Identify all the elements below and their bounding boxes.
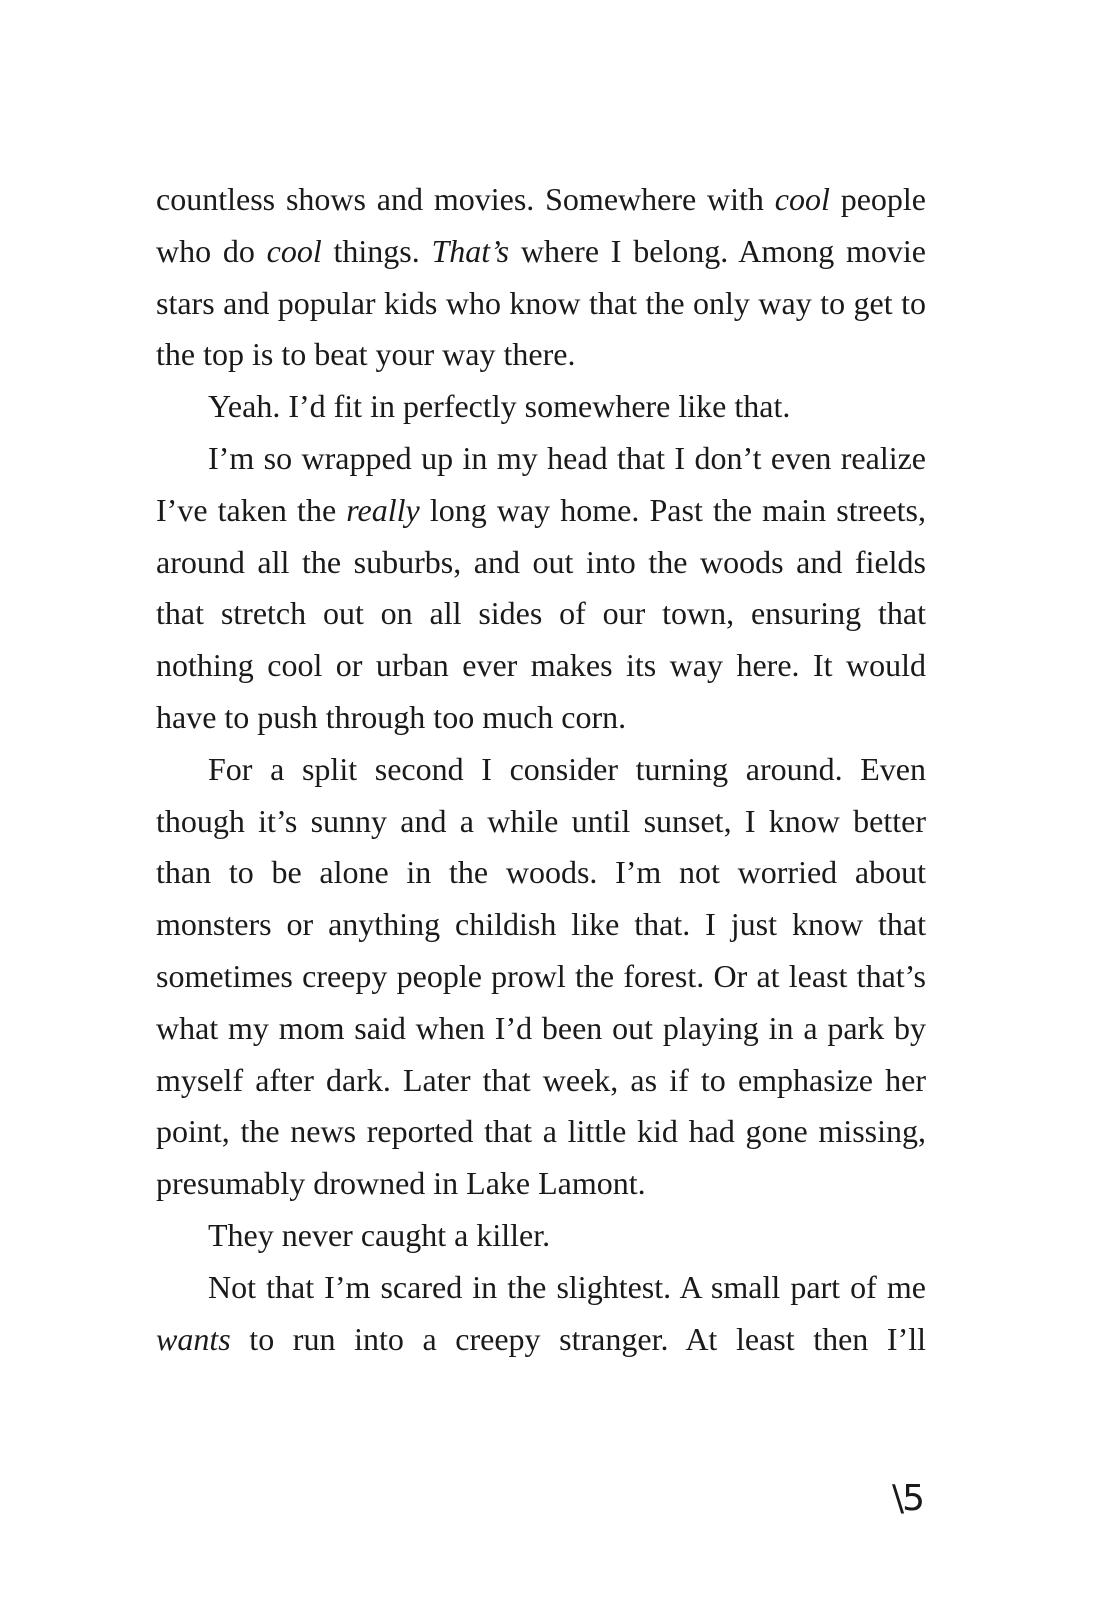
text-run: to run into a creepy stranger. At least then I’ll bbox=[230, 1320, 926, 1357]
italic-text: really bbox=[346, 491, 420, 528]
text-run: things. bbox=[321, 232, 432, 269]
text-run: people who do bbox=[156, 181, 926, 269]
paragraph bbox=[156, 744, 926, 1210]
text-run: Yeah. I’d fit in perfectly somewhere like that. bbox=[208, 388, 791, 425]
text-run: I’m so wrapped up in my head that I don’t even realize I’ve taken the bbox=[156, 439, 926, 528]
text-run: long way home. Past the main streets, around all the suburbs, and out into the woods and fields that stretch out on all sides of our town, ensuring that nothing cool or urban ever makes its way here. It would have to push through too much corn. bbox=[156, 491, 927, 735]
italic-text: cool bbox=[774, 181, 830, 217]
paragraph bbox=[156, 1210, 926, 1262]
text-run: where I belong. Among movie stars and popular kids who know that the only way to get to the top is to beat your way there. bbox=[156, 232, 926, 373]
text-run: For a split second I consider turning around. Even though it’s sunny and a while until sunset, I know better than to be alone in the woods. I’m not worried about monsters or anything childish like that. I just know that sometimes creepy people prowl the forest. Or at least that’s what my mom said when I’d been out playing in a park by myself after dark. Later that week, as if to emphasize her point, the news reported that a little kid had gone missing, presumably drowned in Lake Lamont. bbox=[156, 750, 926, 1202]
italic-text: That’s bbox=[431, 232, 510, 269]
body-text bbox=[156, 174, 926, 1365]
paragraph bbox=[156, 381, 926, 433]
italic-text: cool bbox=[266, 232, 322, 269]
paragraph bbox=[156, 433, 926, 744]
text-run: Not that I’m scared in the slightest. A small part of me bbox=[208, 1268, 926, 1305]
paragraph bbox=[156, 1262, 926, 1366]
page-number: \5 bbox=[891, 1478, 923, 1519]
paragraph bbox=[156, 174, 926, 381]
text-run: They never caught a killer. bbox=[208, 1216, 551, 1253]
italic-text: wants bbox=[156, 1320, 231, 1357]
text-run: countless shows and movies. Somewhere with bbox=[156, 181, 775, 217]
